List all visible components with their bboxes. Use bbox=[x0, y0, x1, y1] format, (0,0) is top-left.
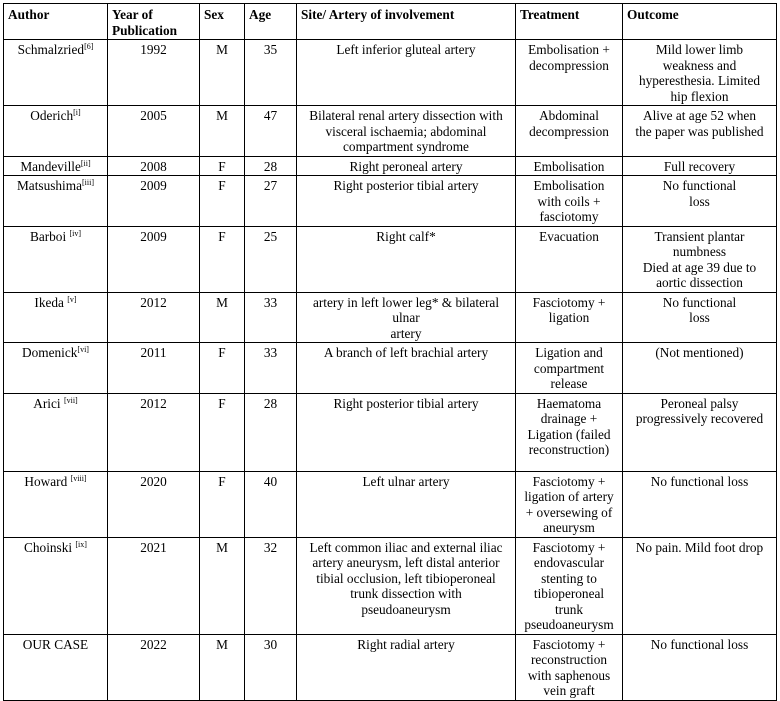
cell-outcome: Mild lower limb weakness and hyperesthesia. Limited hip flexion bbox=[623, 40, 777, 106]
table-row bbox=[4, 292, 777, 343]
cell-year: 2009 bbox=[108, 176, 200, 227]
cell-author bbox=[4, 634, 108, 700]
table-row bbox=[4, 106, 777, 157]
header-age: Age bbox=[245, 4, 297, 40]
cell-age: 47 bbox=[245, 106, 297, 157]
cell-sex: M bbox=[200, 634, 245, 700]
cell-age: 33 bbox=[245, 292, 297, 343]
cell-treatment: Fasciotomy + ligation of artery + oversewing of aneurysm bbox=[516, 471, 623, 537]
author-name: Arici bbox=[33, 395, 64, 411]
author-name: Ikeda bbox=[34, 294, 68, 310]
cell-age: 32 bbox=[245, 537, 297, 634]
cell-year: 2021 bbox=[108, 537, 200, 634]
cell-treatment: Fasciotomy + endovascular stenting to tibioperoneal trunk pseudoaneurysm bbox=[516, 537, 623, 634]
cell-treatment: Embolisation + decompression bbox=[516, 40, 623, 106]
reference-marker: [vi] bbox=[77, 345, 89, 354]
author-name: Schmalzried bbox=[17, 42, 85, 57]
cell-sex: M bbox=[200, 292, 245, 343]
reference-marker: [6] bbox=[84, 42, 94, 51]
cell-site: Left inferior gluteal artery bbox=[297, 40, 516, 106]
table-row bbox=[4, 471, 777, 537]
cell-author bbox=[4, 106, 108, 157]
cell-treatment: Abdominal decompression bbox=[516, 106, 623, 157]
cell-outcome: No functional loss bbox=[623, 176, 777, 227]
author-name: Domenick bbox=[22, 345, 78, 360]
author-name: OUR CASE bbox=[22, 636, 89, 652]
cell-outcome: Alive at age 52 when the paper was published bbox=[623, 106, 777, 157]
cell-outcome: (Not mentioned) bbox=[623, 343, 777, 394]
header-outcome: Outcome bbox=[623, 4, 777, 40]
table-row bbox=[4, 634, 777, 700]
cell-outcome: No functional loss bbox=[623, 634, 777, 700]
cell-outcome: Peroneal palsy progressively recovered bbox=[623, 393, 777, 471]
cell-sex: M bbox=[200, 537, 245, 634]
table-body bbox=[4, 40, 777, 701]
cell-sex: F bbox=[200, 226, 245, 292]
cell-author bbox=[4, 226, 108, 292]
cell-outcome: No functional loss bbox=[623, 471, 777, 537]
table-container bbox=[3, 3, 777, 701]
cell-author bbox=[4, 343, 108, 394]
header-treatment: Treatment bbox=[516, 4, 623, 40]
author-name: Oderich bbox=[30, 108, 74, 123]
cell-site: A branch of left brachial artery bbox=[297, 343, 516, 394]
table-row bbox=[4, 537, 777, 634]
cell-age: 30 bbox=[245, 634, 297, 700]
cell-year: 2005 bbox=[108, 106, 200, 157]
cell-outcome: Full recovery bbox=[623, 156, 777, 176]
cell-author bbox=[4, 292, 108, 343]
cell-year: 2011 bbox=[108, 343, 200, 394]
cell-age: 28 bbox=[245, 156, 297, 176]
cell-sex: M bbox=[200, 106, 245, 157]
cell-author bbox=[4, 176, 108, 227]
cell-age: 35 bbox=[245, 40, 297, 106]
cell-author bbox=[4, 393, 108, 471]
case-comparison-table bbox=[3, 3, 777, 701]
table-row bbox=[4, 156, 777, 176]
cell-treatment: Fasciotomy + reconstruction with saphenous vein graft bbox=[516, 634, 623, 700]
table-row bbox=[4, 176, 777, 227]
cell-year: 2012 bbox=[108, 393, 200, 471]
author-name: Mandeville bbox=[20, 158, 81, 174]
reference-marker: [ix] bbox=[75, 539, 87, 549]
cell-site: Bilateral renal artery dissection with visceral ischaemia; abdominal compartment syndrome bbox=[297, 106, 516, 157]
header-author: Author bbox=[4, 4, 108, 40]
cell-sex: F bbox=[200, 176, 245, 227]
author-name: Matsushima bbox=[16, 178, 82, 193]
cell-author bbox=[4, 471, 108, 537]
cell-year: 1992 bbox=[108, 40, 200, 106]
cell-site: Right peroneal artery bbox=[297, 156, 516, 176]
author-name: Howard bbox=[24, 473, 71, 489]
cell-sex: F bbox=[200, 343, 245, 394]
cell-age: 33 bbox=[245, 343, 297, 394]
cell-outcome: No pain. Mild foot drop bbox=[623, 537, 777, 634]
cell-year: 2020 bbox=[108, 471, 200, 537]
reference-marker: [iv] bbox=[69, 228, 82, 238]
cell-year: 2008 bbox=[108, 156, 200, 176]
cell-author bbox=[4, 537, 108, 634]
author-name: Barboi bbox=[29, 228, 70, 244]
table-row bbox=[4, 40, 777, 106]
header-year: Year of Publication bbox=[108, 4, 200, 40]
reference-marker: [viii] bbox=[70, 473, 87, 483]
cell-outcome: Transient plantar numbness Died at age 39 due to aortic dissection bbox=[623, 226, 777, 292]
cell-site: Left ulnar artery bbox=[297, 471, 516, 537]
cell-age: 40 bbox=[245, 471, 297, 537]
table-row bbox=[4, 226, 777, 292]
header-sex: Sex bbox=[200, 4, 245, 40]
cell-sex: F bbox=[200, 393, 245, 471]
cell-year: 2012 bbox=[108, 292, 200, 343]
cell-site: Right posterior tibial artery bbox=[297, 176, 516, 227]
table-row bbox=[4, 393, 777, 471]
table-row bbox=[4, 343, 777, 394]
cell-treatment: Evacuation bbox=[516, 226, 623, 292]
header-row bbox=[4, 4, 777, 40]
cell-treatment: Haematoma drainage + Ligation (failed reconstruction) bbox=[516, 393, 623, 471]
cell-sex: F bbox=[200, 471, 245, 537]
cell-author bbox=[4, 40, 108, 106]
cell-sex: F bbox=[200, 156, 245, 176]
cell-treatment: Embolisation bbox=[516, 156, 623, 176]
cell-site: artery in left lower leg* & bilateral ulnar artery bbox=[297, 292, 516, 343]
cell-site: Right radial artery bbox=[297, 634, 516, 700]
reference-marker: [ii] bbox=[80, 158, 91, 168]
reference-marker: [iii] bbox=[82, 178, 94, 187]
cell-treatment: Embolisation with coils + fasciotomy bbox=[516, 176, 623, 227]
cell-author bbox=[4, 156, 108, 176]
cell-treatment: Fasciotomy + ligation bbox=[516, 292, 623, 343]
header-site: Site/ Artery of involvement bbox=[297, 4, 516, 40]
cell-age: 27 bbox=[245, 176, 297, 227]
cell-year: 2009 bbox=[108, 226, 200, 292]
cell-site: Right calf* bbox=[297, 226, 516, 292]
cell-site: Right posterior tibial artery bbox=[297, 393, 516, 471]
cell-year: 2022 bbox=[108, 634, 200, 700]
reference-marker: [v] bbox=[67, 294, 77, 304]
cell-treatment: Ligation and compartment release bbox=[516, 343, 623, 394]
cell-outcome: No functional loss bbox=[623, 292, 777, 343]
cell-age: 28 bbox=[245, 393, 297, 471]
cell-sex: M bbox=[200, 40, 245, 106]
cell-site: Left common iliac and external iliac artery aneurysm, left distal anterior tibial occlusion, left tibioperoneal trunk dissection with pseudoaneurysm bbox=[297, 537, 516, 634]
cell-age: 25 bbox=[245, 226, 297, 292]
author-name: Choinski bbox=[24, 539, 76, 555]
reference-marker: [vii] bbox=[63, 395, 78, 405]
reference-marker: [i] bbox=[73, 108, 81, 117]
